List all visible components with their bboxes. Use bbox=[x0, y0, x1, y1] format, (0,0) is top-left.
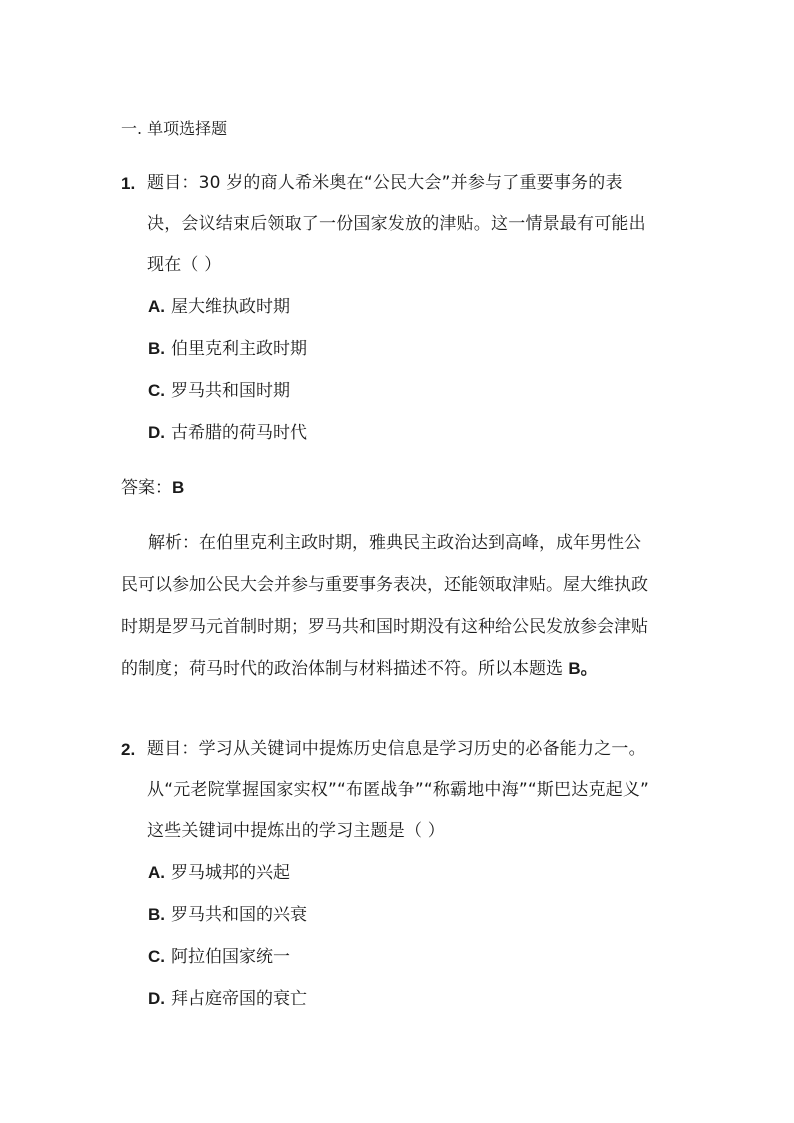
option-text: 罗马城邦的兴起 bbox=[171, 863, 290, 883]
option-letter: A. bbox=[148, 863, 165, 882]
option-b bbox=[148, 328, 681, 370]
option-text: 罗马共和国时期 bbox=[171, 381, 290, 401]
question-stem-line: 决，会议结束后领取了一份国家发放的津贴。这一情景最有可能出 bbox=[147, 214, 646, 234]
option-c bbox=[148, 936, 681, 978]
question-stem-line: 题目：30 岁的商人希米奥在“公民大会”并参与了重要事务的表 bbox=[147, 173, 623, 193]
option-text: 罗马共和国的兴衰 bbox=[171, 905, 307, 925]
question-2 bbox=[121, 729, 681, 1020]
question-stem-line: 题目：学习从关键词中提炼历史信息是学习历史的必备能力之一。 bbox=[147, 739, 646, 759]
option-text: 阿拉伯国家统一 bbox=[171, 947, 290, 967]
analysis-answer: B。 bbox=[568, 659, 598, 678]
option-letter: C. bbox=[148, 381, 165, 400]
answer-label: 答案： bbox=[121, 478, 172, 498]
option-letter: B. bbox=[148, 339, 165, 358]
option-letter: A. bbox=[148, 297, 165, 316]
option-text: 拜占庭帝国的衰亡 bbox=[171, 989, 307, 1009]
option-c bbox=[148, 370, 681, 412]
analysis-line: 民可以参加公民大会并参与重要事务表决，还能领取津贴。屋大维执政 bbox=[121, 575, 648, 595]
answer-value: B bbox=[172, 478, 185, 497]
analysis-block bbox=[121, 522, 681, 690]
question-1 bbox=[121, 163, 681, 454]
question-stem-line: 这些关键词中提炼出的学习主题是（ ） bbox=[147, 821, 446, 841]
question-stem-line: 从“元老院掌握国家实权”“布匿战争”“称霸地中海”“斯巴达克起义” bbox=[147, 780, 650, 800]
question-stem bbox=[147, 163, 681, 286]
option-letter: B. bbox=[148, 905, 165, 924]
option-list bbox=[148, 286, 681, 454]
option-text: 屋大维执政时期 bbox=[171, 297, 290, 317]
analysis-line: 时期是罗马元首制时期；罗马共和国时期没有这种给公民发放参会津贴 bbox=[121, 617, 648, 637]
analysis-line-last bbox=[121, 648, 681, 690]
option-list bbox=[148, 852, 681, 1020]
option-d bbox=[148, 412, 681, 454]
analysis-line-text: 的制度；荷马时代的政治体制与材料描述不符。所以本题选 bbox=[121, 659, 569, 679]
option-d bbox=[148, 978, 681, 1020]
question-number: 1. bbox=[121, 174, 136, 193]
option-letter: D. bbox=[148, 989, 165, 1008]
section-title: 一. 单项选择题 bbox=[121, 119, 228, 138]
question-stem-line: 现在（ ） bbox=[147, 255, 222, 275]
question-stem bbox=[147, 729, 681, 852]
option-a bbox=[148, 852, 681, 894]
option-b bbox=[148, 894, 681, 936]
option-letter: C. bbox=[148, 947, 165, 966]
analysis-line: 解析：在伯里克利主政时期，雅典民主政治达到高峰，成年男性公 bbox=[148, 533, 641, 553]
option-text: 伯里克利主政时期 bbox=[171, 339, 307, 359]
question-number: 2. bbox=[121, 740, 136, 759]
answer-line bbox=[121, 474, 184, 502]
option-text: 古希腊的荷马时代 bbox=[171, 423, 307, 443]
option-letter: D. bbox=[148, 423, 165, 442]
option-a bbox=[148, 286, 681, 328]
